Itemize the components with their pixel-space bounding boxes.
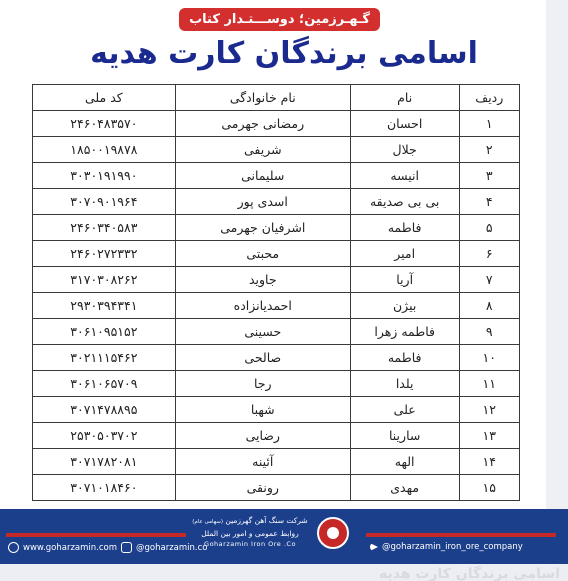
footer-divider-left bbox=[6, 533, 186, 537]
cell-family: صالحی bbox=[175, 345, 350, 371]
table-row bbox=[33, 345, 520, 371]
footer-contacts bbox=[8, 542, 208, 553]
cell-radif: ۲ bbox=[459, 137, 519, 163]
cell-radif: ۱ bbox=[459, 111, 519, 137]
telegram-link[interactable]: @goharzamin_iron_ore_company bbox=[382, 542, 523, 552]
cell-family: رجا bbox=[175, 371, 350, 397]
table-row bbox=[33, 293, 520, 319]
cell-code: ۲۹۳۰۳۹۴۳۴۱ bbox=[33, 293, 176, 319]
cell-name: سارینا bbox=[350, 423, 459, 449]
header-radif: ردیف bbox=[459, 85, 519, 111]
cell-family: حسینی bbox=[175, 319, 350, 345]
background-edge bbox=[546, 0, 568, 581]
header-name: نام bbox=[350, 85, 459, 111]
cell-name: فاطمه bbox=[350, 215, 459, 241]
table-row bbox=[33, 371, 520, 397]
cell-code: ۲۴۶۰۴۸۳۵۷۰ bbox=[33, 111, 176, 137]
table-row bbox=[33, 215, 520, 241]
cell-name: انیسه bbox=[350, 163, 459, 189]
cell-radif: ۱۲ bbox=[459, 397, 519, 423]
cell-radif: ۱۰ bbox=[459, 345, 519, 371]
cell-name: آریا bbox=[350, 267, 459, 293]
cell-name: امیر bbox=[350, 241, 459, 267]
cell-name: فاطمه bbox=[350, 345, 459, 371]
cell-family: آئینه bbox=[175, 449, 350, 475]
table-row bbox=[33, 137, 520, 163]
cell-radif: ۷ bbox=[459, 267, 519, 293]
instagram-icon bbox=[121, 542, 132, 553]
table-row bbox=[33, 397, 520, 423]
cell-code: ۳۰۲۱۱۱۵۴۶۲ bbox=[33, 345, 176, 371]
company-type: (سهامی عام) bbox=[192, 519, 224, 525]
table-row bbox=[33, 189, 520, 215]
cell-family: رونقی bbox=[175, 475, 350, 501]
cell-name: بیژن bbox=[350, 293, 459, 319]
cell-family: اسدی پور bbox=[175, 189, 350, 215]
cell-radif: ۱۱ bbox=[459, 371, 519, 397]
cell-family: محبتی bbox=[175, 241, 350, 267]
cell-name: بی بی صدیقه bbox=[350, 189, 459, 215]
table-row bbox=[33, 267, 520, 293]
cell-family: رضایی bbox=[175, 423, 350, 449]
cell-family: احمدیانزاده bbox=[175, 293, 350, 319]
table-row bbox=[33, 423, 520, 449]
website-link[interactable]: www.goharzamin.com bbox=[23, 542, 118, 553]
cell-code: ۲۵۳۰۵۰۳۷۰۲ bbox=[33, 423, 176, 449]
table-row bbox=[33, 163, 520, 189]
company-dept: روابط عمومی و امور بین الملل bbox=[201, 529, 299, 538]
cell-name: مهدی bbox=[350, 475, 459, 501]
table-row bbox=[33, 475, 520, 501]
table-row bbox=[33, 111, 520, 137]
table-row bbox=[33, 449, 520, 475]
cell-name: الهه bbox=[350, 449, 459, 475]
table-row bbox=[33, 241, 520, 267]
cell-code: ۳۰۳۰۱۹۱۹۹۰ bbox=[33, 163, 176, 189]
cell-radif: ۵ bbox=[459, 215, 519, 241]
cell-radif: ۱۵ bbox=[459, 475, 519, 501]
page-title: اسامی برندگان کارت هدیه bbox=[90, 36, 478, 71]
cell-code: ۳۰۷۱۷۸۲۰۸۱ bbox=[33, 449, 176, 475]
slogan-banner: گـهـرزمین؛ دوســـتـدار کتاب bbox=[179, 8, 380, 31]
cell-code: ۳۰۷۱۰۱۸۴۶۰ bbox=[33, 475, 176, 501]
footer-telegram bbox=[370, 542, 523, 552]
cell-name: احسان bbox=[350, 111, 459, 137]
cell-radif: ۹ bbox=[459, 319, 519, 345]
cell-code: ۳۰۶۱۰۶۵۷۰۹ bbox=[33, 371, 176, 397]
cell-code: ۳۰۶۱۰۹۵۱۵۲ bbox=[33, 319, 176, 345]
cell-family: شهبا bbox=[175, 397, 350, 423]
winners-table bbox=[32, 84, 520, 501]
cell-name: جلال bbox=[350, 137, 459, 163]
cell-radif: ۳ bbox=[459, 163, 519, 189]
footer-bar bbox=[0, 509, 568, 564]
cell-code: ۱۸۵۰۰۱۹۸۷۸ bbox=[33, 137, 176, 163]
cell-code: ۳۰۷۱۴۷۸۸۹۵ bbox=[33, 397, 176, 423]
background-title-ghost: اسامی برندگان کارت هدیه bbox=[378, 566, 560, 581]
cell-family: جاوید bbox=[175, 267, 350, 293]
header-code: کد ملی bbox=[33, 85, 176, 111]
cell-radif: ۱۴ bbox=[459, 449, 519, 475]
cell-code: ۳۱۷۰۳۰۸۲۶۲ bbox=[33, 267, 176, 293]
company-name-en: Goharzamin Iron Ore .Co bbox=[204, 540, 296, 548]
cell-code: ۲۴۶۰۳۴۰۵۸۳ bbox=[33, 215, 176, 241]
header-family: نام خانوادگی bbox=[175, 85, 350, 111]
cell-code: ۳۰۷۰۹۰۱۹۶۴ bbox=[33, 189, 176, 215]
globe-icon bbox=[8, 542, 19, 553]
cell-radif: ۸ bbox=[459, 293, 519, 319]
cell-code: ۲۴۶۰۲۷۲۳۳۲ bbox=[33, 241, 176, 267]
telegram-icon bbox=[370, 543, 378, 551]
cell-radif: ۱۳ bbox=[459, 423, 519, 449]
company-name: شرکت سنگ آهن گهرزمین bbox=[225, 516, 308, 525]
table-body bbox=[33, 111, 520, 501]
cell-radif: ۴ bbox=[459, 189, 519, 215]
table-header-row bbox=[33, 85, 520, 111]
footer-divider-right bbox=[366, 533, 556, 537]
cell-name: فاطمه زهرا bbox=[350, 319, 459, 345]
cell-name: علی bbox=[350, 397, 459, 423]
cell-family: شریفی bbox=[175, 137, 350, 163]
cell-family: سلیمانی bbox=[175, 163, 350, 189]
company-logo-icon bbox=[317, 517, 349, 549]
cell-family: اشرفیان جهرمی bbox=[175, 215, 350, 241]
cell-name: یلدا bbox=[350, 371, 459, 397]
cell-family: رمضانی جهرمی bbox=[175, 111, 350, 137]
instagram-link[interactable]: @goharzamin.co bbox=[136, 542, 208, 553]
cell-radif: ۶ bbox=[459, 241, 519, 267]
table-row bbox=[33, 319, 520, 345]
